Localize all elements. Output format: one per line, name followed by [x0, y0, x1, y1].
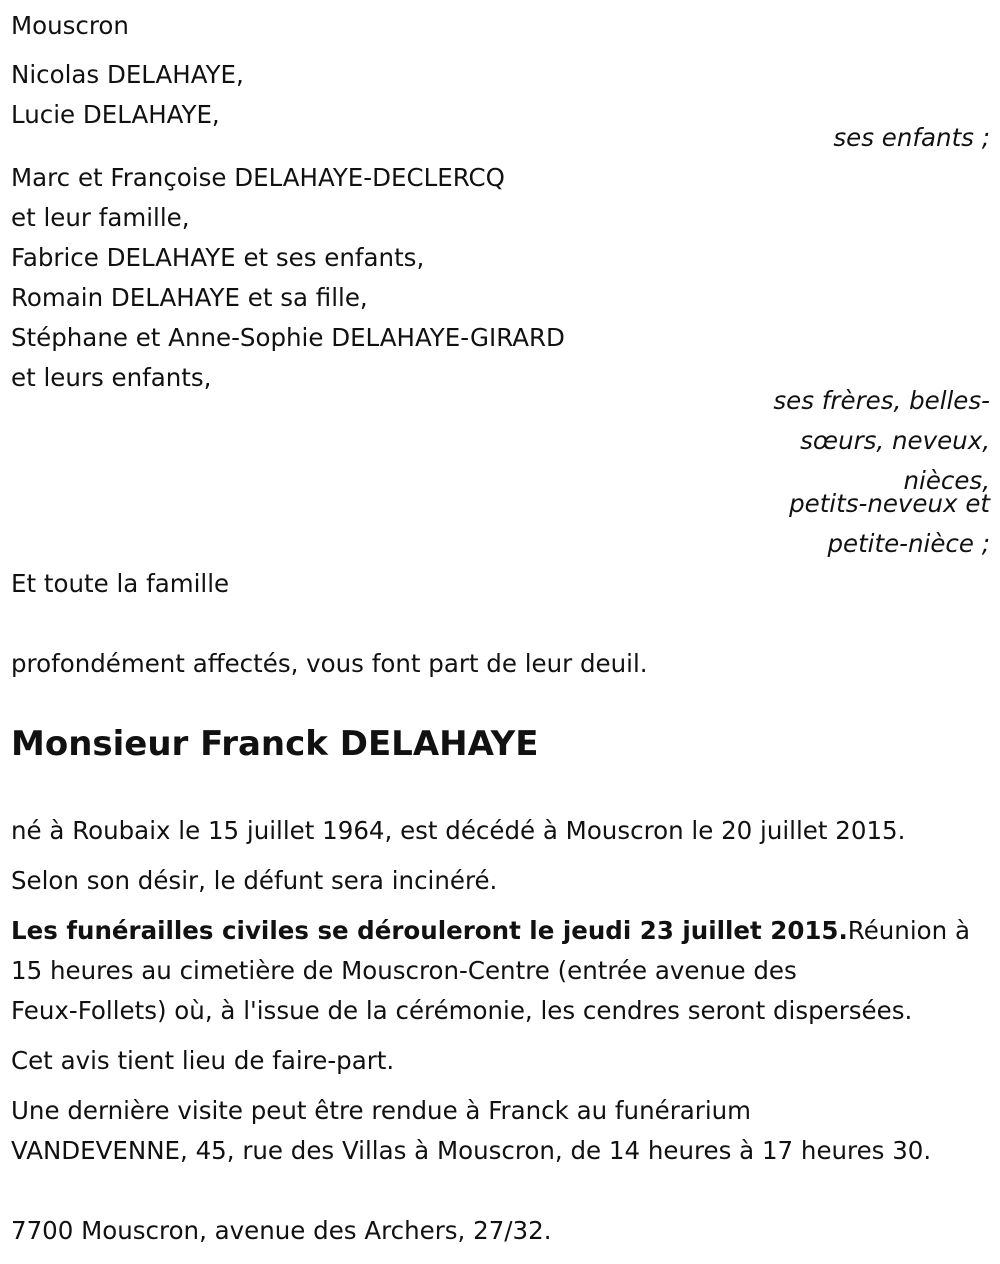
- funeral-bold: Les funérailles civiles se dérouleront le jeudi 23 juillet 2015.: [11, 916, 848, 945]
- city: Mouscron: [11, 11, 129, 40]
- funeral-text: Réunion à: [847, 916, 970, 945]
- siblings-label: petits-neveux et: [789, 489, 990, 518]
- deceased-name: Monsieur Franck DELAHAYE: [11, 724, 539, 764]
- funeral-line: Feux-Follets) où, à l'issue de la cérémonie, les cendres seront dispersées.: [11, 996, 913, 1025]
- announcement: profondément affectés, vous font part de leur deuil.: [11, 649, 648, 678]
- siblings-label: ses frères, belles-: [773, 386, 990, 415]
- siblings-label: petite-nièce ;: [827, 529, 990, 558]
- notice: Cet avis tient lieu de faire-part.: [11, 1046, 395, 1075]
- address: 7700 Mouscron, avenue des Archers, 27/32.: [11, 1216, 552, 1245]
- child-name: Lucie DELAHAYE,: [11, 100, 220, 129]
- siblings-label: sœurs, neveux,: [800, 426, 990, 455]
- sibling-line: Stéphane et Anne-Sophie DELAHAYE-GIRARD: [11, 323, 565, 352]
- children-label: ses enfants ;: [833, 123, 990, 152]
- sibling-line: Marc et Françoise DELAHAYE-DECLERCQ: [11, 163, 505, 192]
- funeral-line: 15 heures au cimetière de Mouscron-Centre (entrée avenue des: [11, 956, 797, 985]
- cremation: Selon son désir, le défunt sera incinéré.: [11, 866, 498, 895]
- child-name: Nicolas DELAHAYE,: [11, 60, 244, 89]
- visit-line: VANDEVENNE, 45, rue des Villas à Mouscron, de 14 heures à 17 heures 30.: [11, 1136, 932, 1165]
- sibling-line: Romain DELAHAYE et sa fille,: [11, 283, 368, 312]
- funeral-line: [11, 911, 970, 951]
- family-line: Et toute la famille: [11, 569, 230, 598]
- sibling-line: et leur famille,: [11, 203, 190, 232]
- sibling-line: et leurs enfants,: [11, 363, 212, 392]
- visit-line: Une dernière visite peut être rendue à Franck au funérarium: [11, 1096, 752, 1125]
- sibling-line: Fabrice DELAHAYE et ses enfants,: [11, 243, 425, 272]
- siblings-label: nièces,: [903, 466, 990, 495]
- birth-death: né à Roubaix le 15 juillet 1964, est décédé à Mouscron le 20 juillet 2015.: [11, 816, 906, 845]
